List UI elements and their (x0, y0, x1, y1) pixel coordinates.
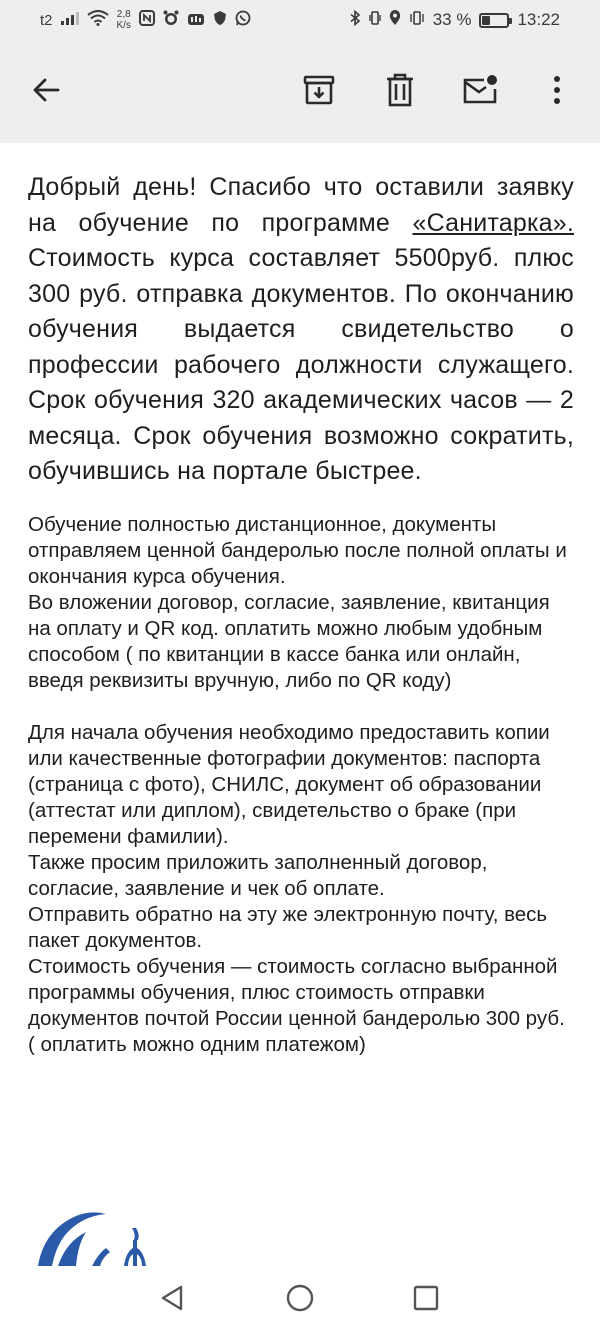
email-body (28, 170, 574, 1058)
speed-value: 2,8 (116, 9, 131, 20)
archive-icon (302, 73, 336, 107)
nav-back-button[interactable] (152, 1278, 192, 1318)
mark-unread-icon (462, 74, 498, 106)
vibrate-icon (369, 10, 381, 31)
bluetooth-icon (349, 10, 361, 31)
clock: 13:22 (517, 10, 560, 29)
more-options-button[interactable] (537, 70, 577, 110)
carrier-label: t2 (40, 11, 53, 29)
wifi-icon (87, 10, 109, 31)
program-link[interactable]: «Санитарка». (412, 208, 574, 237)
back-triangle-icon (159, 1284, 185, 1312)
whatsapp-icon (235, 10, 251, 31)
battery-level (482, 16, 490, 25)
info-paragraph: Обучение полностью дистанционное, документы отправляем ценной бандеролью после полной оплаты и окончания курса обучения. Во вложении договор, согласие, заявление, квитанция на оплату и QR код. оплатить можно любым удобным способом ( по квитанции в кассе банка или онлайн, введя реквизиты вручную, либо по QR коду) (28, 512, 567, 692)
sender-logo (36, 1208, 156, 1268)
shield-icon (213, 10, 227, 31)
location-icon (389, 10, 401, 31)
email-toolbar (0, 40, 600, 143)
intro-paragraph (28, 170, 574, 490)
back-arrow-icon (30, 74, 62, 106)
archive-button[interactable] (299, 70, 339, 110)
mark-unread-button[interactable] (460, 70, 500, 110)
speed-unit: K/s (116, 20, 131, 31)
app-notification-icon (187, 10, 205, 31)
intro-text-after-link: Стоимость курса составляет 5500руб. плюс 300 руб. отправка документов. По окончанию обучения выдается свидетельство о профессии рабочего должности служащего. Срок обучения 320 академических часов — 2 месяца. Срок обучения возможно сократить, обучившись на портале быстрее. (28, 244, 574, 485)
recents-square-icon (412, 1284, 440, 1312)
alarm-icon (163, 10, 179, 31)
status-bar (0, 0, 600, 40)
home-circle-icon (285, 1283, 315, 1313)
status-bar-right (349, 10, 560, 31)
nav-recents-button[interactable] (406, 1278, 446, 1318)
back-button[interactable] (26, 70, 66, 110)
documents-paragraph: Для начала обучения необходимо предоставить копии или качественные фотографии документов: паспорта (страница с фото), СНИЛС, документ об образовании (аттестат или диплом), свидетельство о браке (при перемени фамилии). Также просим приложить заполненный договор, согласие, заявление и чек об оплате. Отправить обратно на эту же электронную почту, весь пакет документов. Стоимость обучения — стоимость согласно выбранной программы обучения, плюс стоимость отправки документов почтой России ценной бандеролью 300 руб. ( оплатить можно одним платежом) (28, 720, 565, 1056)
status-bar-left (40, 9, 251, 31)
network-speed (117, 9, 131, 31)
system-nav-bar (0, 1266, 600, 1332)
delete-button[interactable] (380, 70, 420, 110)
delete-icon (385, 73, 415, 107)
signal-icon (61, 10, 79, 30)
nfc-icon (139, 10, 155, 31)
intro-text-before-link: Добрый день! Спасибо что оставили заявку на обучение по программе (28, 173, 574, 237)
rotation-icon (409, 10, 425, 31)
battery-percent: 33 % (432, 10, 472, 29)
battery-icon (479, 13, 509, 28)
nav-home-button[interactable] (280, 1278, 320, 1318)
more-vert-icon (552, 74, 562, 106)
